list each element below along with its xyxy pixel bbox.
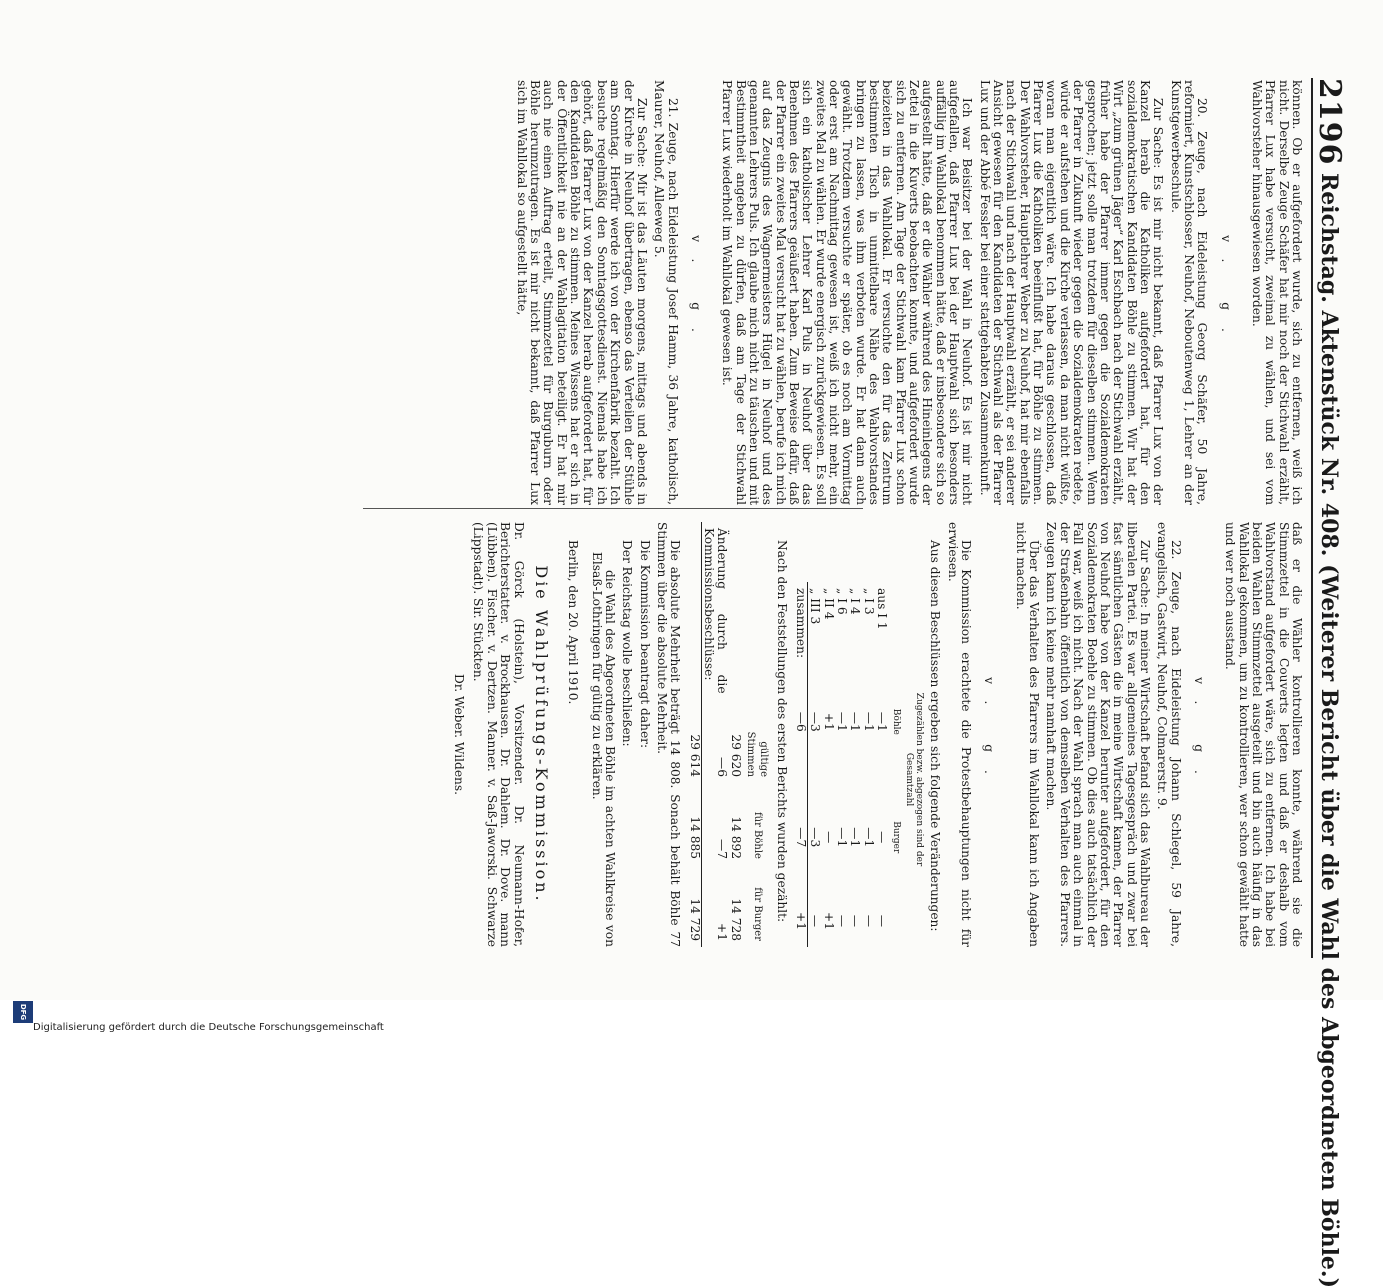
table-row: „ I 3 —1 —1 — [861, 588, 876, 928]
signatures-end: Dr. Weber. Wildens. [452, 673, 467, 796]
paragraph: Die Kommission beantragt daher: [637, 540, 652, 749]
paragraph: Ich war Beisitzer bei der Wahl in Neuhof. Es ist mir nicht aufgefallen, daß Pfarrer Lux bei der Hauptwahl sich besonders auffällig im Wahllokal benommen hätte, daß er insbesondere sich so aufgestellt hätte, daß er die Wähler während des Hineinlegens der Zettel in die Kuverts beobachten konnte, und aufgefordert wurde sich zu entfernen. Am Tage der Stichwahl kam Pfarrer Lux schon beizeiten in das Wahllokal. Er versuchte den für das Zentrum bestimmten Tisch in unmittelbare Nähe des Wahlvorstandes bringen zu lassen, was ihm verboten wurde. Er hat dann auch gewählt. Trotzdem versuchte er später, ob es noch am Vormittag oder erst am Nachmittag gewesen ist, weiß ich nicht mehr, ein zweites Mal zu wählen. Er wurde energisch zurückgewiesen. Es soll sich ein katholischer Lehrer Karl Puls in Neuhof über das Benehmen des Pfarrers geäußert haben. Zum Beweise dafür, daß der Pfarrer ein zweites Mal versucht hat zu wählen, berufe ich mich auf das Zeugnis des Wagnermeisters Hügel in Neuhof und des genannten Lehrers Puls. Ich glaube mich nicht zu täuschen und mit Bestimmtheit angeben zu dürfen, daß am Tage der Stichwahl Pfarrer Lux wiederholt im Wahllokal gewesen ist. [720, 80, 975, 505]
digitization-note [33, 1008, 1333, 1033]
paragraph: daß er die Wähler kontrollieren konnte, während sie die Stimmzettel in die Couverts legten und daß er deshalb vom Wahlvorstand aufgefordert wäre, sich zu entfernen. Ich habe bei beiden Wahlen Stimmzettel ausgeteilt und bin auch häufig in das Wahllokal gekommen, um zu kontrollieren, wer schon gewählt hatte und wer noch ausstand. [1223, 522, 1304, 947]
changes-header-boehle: Böhle [891, 708, 902, 735]
vg-mark: v. g. [1218, 235, 1233, 350]
date-line: Berlin, den 20. April 1910. [566, 540, 581, 705]
right-column [446, 522, 1303, 947]
table-row: „ II 4 +1 — +1 [821, 588, 836, 930]
vg-mark: v. g. [1191, 677, 1206, 792]
table-row: „ III 3 —3 —3 — [808, 588, 823, 928]
changes-header-burger: Burger [891, 821, 902, 854]
votes-table [687, 522, 770, 947]
changes-table [794, 582, 924, 947]
paragraph: Nach den Feststellungen des ersten Berichts wurden gezählt: [774, 540, 789, 923]
table-row: „ I 6 —1 —1 — [835, 588, 850, 928]
paragraph: können. Ob er aufgefordert wurde, sich zu entfernen, weiß ich nicht. Derselbe Zeuge Schäfer hat mir noch der Stichwahl erzählt, Pfarrer Lux habe versucht, zweimal zu wählen, und sei vom Wahlvorsteher hinausgewiesen worden. [1249, 80, 1304, 505]
paragraph: Aus diesen Beschlüssen ergeben sich folgende Veränderungen: [928, 540, 943, 932]
digitization-text: Digitalisierung gefördert durch die Deutsche Forschungsgemeinschaft [33, 1022, 384, 1033]
page-number: 2196 [1312, 78, 1347, 166]
table-row: 29 620 14 892 14 728 [728, 734, 743, 941]
table-total-row: zusammen: —6 —7 +1 [794, 582, 808, 947]
left-column [510, 80, 1303, 505]
motion-text: die Wahl des Abgeordneten Böhle im achten Wahlkreise von Elsaß-Lothringen für gültig zu erklären. [589, 552, 617, 947]
vg-mark: v. g. [982, 677, 997, 792]
paragraph: Zur Sache: Es ist mir nicht bekannt, daß Pfarrer Lux von der Kanzel herab die Katholiken aufgefordert hat, für den sozialdemokratischen Kandidaten Böhle zu stimmen. Wir hat der Wirt „zum grünen Jäger“ Karl Eschbach nach der Stichwahl erzählt, früher habe der Pfarrer immer gegen die Sozialdemokraten gesprochen; jetzt solle man trotzdem für dieselben stimmen. Wenn der Pfarrer in Zukunft wieder gegen die Sozialdemokraten redete, würde er aufstehen und die Kirche verlassen, da man nicht wüßte, woran man eigentlich wäre. Ich habe daraus geschlossen, daß Pfarrer Lux die Katholiken beeinflußt hat, für Böhle zu stimmen. Der Wahlvorsteher, Hauptlehrer Weber zu Neuhof, hat mir ebenfalls nach der Stichwahl und nach der Hauptwahl erzählt, er sei anderer Ansicht gewesen für den Kandidaten der Stichwahl als der Pfarrer Lux und der Abbé Fessler bei einer stattgehabten Zusammenkunft. [977, 80, 1166, 505]
commission-title: Die Wahlprüfungs-Kommission. [531, 565, 551, 904]
paragraph: Zur Sache: In meiner Wirtschaft befand sich das Wahlbureau der liberalen Partei. Es war allgemeines Tagesgespräch und zwar bei fast sämtlichen Gästen die in meine Wirtschaft kamen, der Pfarrer von Neuhof habe von der Kanzel herunter aufgefordert, für den Sozialdemokraten Boehle zu stimmen. Ob dies auch tatsächlich der Fall war, weiß ich nicht. Nach der Wahl sprach man auch einmal in der Straßenbahn öffentlich von demselben Verhalten des Pfarrers. Zeugen kann ich keine mehr namhaft machen. [1044, 522, 1152, 947]
witness-22-heading: 22. Zeuge, nach Eideleistung Johann Schlegel, 59 Jahre, evangelisch, Gastwirt, Neuhof, Colmarerstr. 9. [1155, 522, 1183, 947]
table-row: „ I 4 —1 —1 — [848, 588, 863, 928]
witness-21-heading: 21. Zeuge, nach Eideleistung Josef Hamm, 36 Jahre, katholisch, Maurer, Neuhof, Alleeweg 5. [652, 80, 680, 505]
table-total-row: 29 614 14 885 14 729 [687, 522, 701, 947]
signatures: Dr. Görck (Holstein), Vorsitzender. Dr. Neumann-Hofer, Berichterstatter. v. Brockhausen. Dr. Dahlem. Dr. Dove. mann (Lübben). Fischer. v. Dertzen. Manner. v. Saß-Jaworski. Schwarze (Lippstadt). Sir. Stückten. [471, 522, 526, 947]
witness-20-heading: 20. Zeuge, nach Eideleistung Georg Schäfer, 50 Jahre, reformiert, Kunstschlosser, Neuhof, Neboutenweg 1, Lehrer an der Kunstgewerbeschule. [1168, 80, 1210, 505]
paragraph: Die absolute Mehrheit beträgt 14 808. Sonach behält Böhle 77 Stimmen über die absolute Mehrheit. [654, 522, 683, 947]
changes-header-main: Zugezählen bezw. abgezogen sind der Gesamtzahl [904, 692, 925, 867]
votes-header-boehle: für Böhle [751, 811, 763, 859]
vg-mark: v. g. [688, 235, 703, 350]
table-row: aus I 1 —1 — — [875, 588, 890, 928]
votes-header-burger: für Burger [751, 887, 763, 941]
page-header [1311, 78, 1347, 1288]
paragraph: Zur Sache: Mir ist das Läuten morgens, mittags und abends in der Kirche in Neuhof übertragen, ebenso das Verteilen der Stühle am Sonntag. Hierfür werde ich von der Kirchenfabrik bezahlt. Ich besuche regelmäßig den Sonntagsgottesdienst. Niemals habe ich gehört, daß Pfarrer Lux von der Kanzel herab aufgefordert hat, für den Kandidaten Böhle zu stimmen. Meines Wissens hat er sich in der Öffentlichkeit nie an der Wahlagitation beteiligt. Er hat mir auch nie einen Auftrag erteilt, Stimmzettel für Burguburn oder Böhle herumzutragen. Es ist mir nicht bekannt, daß Pfarrer Lux sich im Wahllokal so aufgestellt hätte, [514, 80, 649, 505]
paragraph: Der Reichstag wolle beschließen: [620, 540, 635, 747]
table-row: Änderung durch die Kommissionsbeschlüsse: —6 —7 +1 [701, 528, 730, 941]
dfg-logo: DFG [13, 1001, 33, 1023]
paragraph: Die Kommission erachtete die Protestbehauptungen nicht für erwiesen. [945, 522, 974, 947]
paragraph: Über das Verhalten des Pfarrers im Wahllokal kann ich Angaben nicht machen. [1013, 522, 1042, 947]
page-title: Reichstag. Aktenstück Nr. 408. (Weiterer Bericht über die Wahl des Abgeordneten Böhle.) [1316, 173, 1342, 1288]
votes-header-valid: gültige Stimmen [745, 731, 770, 777]
column-divider [363, 508, 863, 509]
